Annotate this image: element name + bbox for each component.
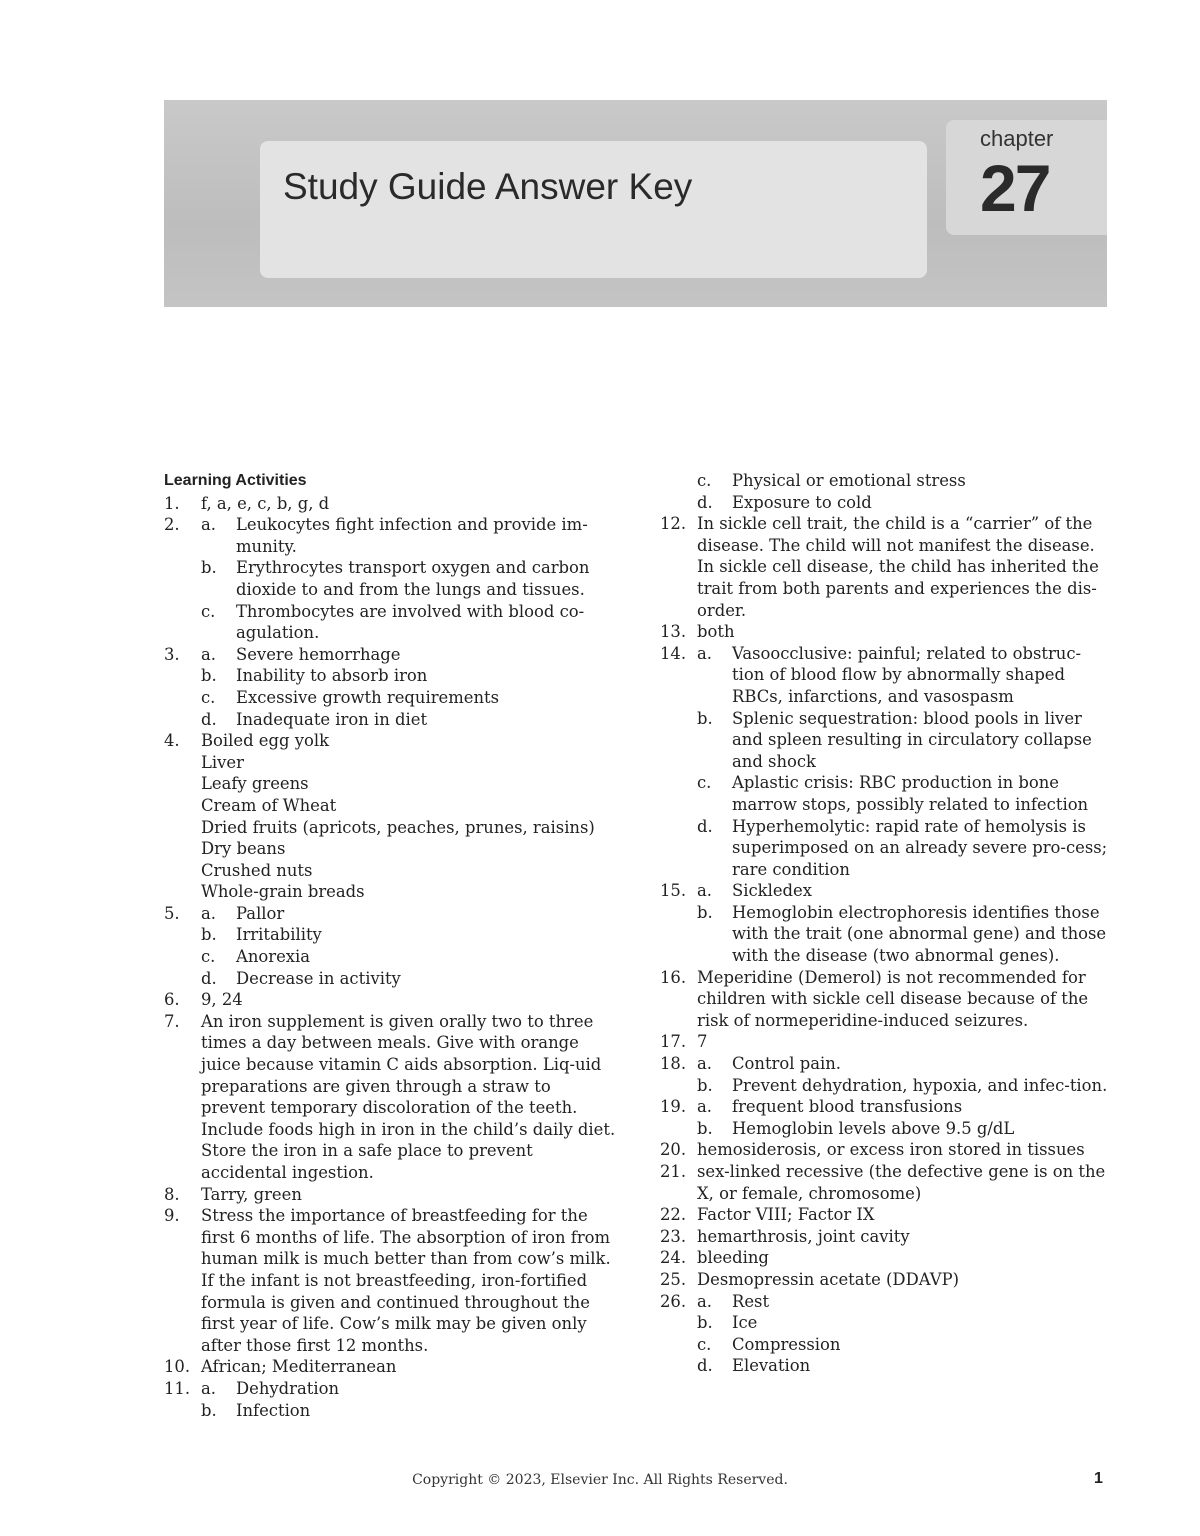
sub-text: Aplastic crisis: RBC production in bone marrow stops, possibly related to infection [732, 773, 1089, 814]
item-number: 22. [660, 1205, 687, 1225]
sub-text: Thrombocytes are involved with blood co-agulation. [236, 601, 585, 643]
answer-text: In sickle cell trait, the child is a “carrier” of the disease. The child will not manifest the disease. In sickle cell disease, the child has inherited the trait from both parents and experiences the dis-order. [697, 514, 1099, 620]
page-title: Study Guide Answer Key [283, 166, 693, 207]
sub-text: Anorexia [236, 947, 311, 967]
sub-letter: a. [201, 644, 216, 664]
item-number: 8. [164, 1184, 180, 1204]
sub-answer [697, 492, 1108, 514]
sub-answer [201, 968, 620, 990]
sub-answer [697, 880, 1108, 902]
sub-text: Inadequate iron in diet [236, 709, 428, 729]
answer-item [660, 1269, 1108, 1291]
item-number: 15. [660, 881, 687, 901]
sub-answer [697, 1053, 1108, 1075]
section-heading: Learning Activities [164, 472, 307, 489]
sub-text: Excessive growth requirements [236, 687, 500, 707]
sub-text: Sickledex [732, 881, 812, 901]
sub-answer [697, 902, 1108, 967]
sub-text: Infection [236, 1400, 311, 1420]
sub-answer [201, 557, 620, 600]
sub-text: Ice [732, 1313, 758, 1333]
answer-line: Crushed nuts [201, 860, 313, 880]
sub-answer [201, 924, 620, 946]
sub-letter: c. [201, 687, 216, 707]
answer-item [164, 1356, 620, 1378]
sub-letter: b. [201, 558, 217, 578]
sub-letter: b. [697, 1313, 713, 1333]
answer-line: Dry beans [201, 839, 286, 859]
item-number: 21. [660, 1162, 687, 1181]
left-column [164, 470, 620, 1421]
sub-text: Rest [732, 1291, 770, 1311]
sub-answer [697, 1334, 1108, 1356]
sub-letter: a. [201, 515, 216, 535]
title-box [260, 141, 927, 278]
answer-item [660, 643, 1108, 881]
sub-letter: a. [201, 903, 216, 923]
chapter-number: 27 [980, 151, 1050, 225]
item-number: 24. [660, 1248, 687, 1268]
sub-letter: b. [697, 708, 713, 728]
answer-text: f, a, e, c, b, g, d [201, 493, 330, 513]
sub-letter: d. [697, 492, 713, 512]
sub-answer [201, 709, 620, 731]
sub-text: Physical or emotional stress [732, 471, 966, 490]
item-number: 2. [164, 515, 180, 535]
sub-text: Decrease in activity [236, 968, 401, 988]
sub-text: Hemoglobin levels above 9.5 g/dL [732, 1118, 1015, 1138]
answer-item [660, 967, 1108, 1032]
sub-text: Elevation [732, 1356, 811, 1376]
answer-text: hemarthrosis, joint cavity [697, 1226, 910, 1246]
sub-answer [697, 1075, 1108, 1097]
answer-text: bleeding [697, 1248, 769, 1268]
answer-list-left [164, 493, 620, 1422]
answer-item [164, 903, 620, 989]
sub-letter: c. [697, 1334, 712, 1354]
answer-item [164, 644, 620, 730]
item-number: 6. [164, 990, 180, 1010]
sub-text: Inability to absorb iron [236, 666, 428, 686]
sub-letter: d. [697, 1356, 713, 1376]
sub-letter: d. [697, 816, 713, 836]
answer-item [164, 493, 620, 515]
item-number: 18. [660, 1054, 687, 1074]
answer-item [164, 1378, 620, 1421]
item-number: 16. [660, 967, 687, 987]
sub-letter: a. [697, 1097, 712, 1117]
answer-item [660, 1096, 1108, 1139]
item-number: 7. [164, 1011, 180, 1031]
answer-item [660, 1031, 1108, 1053]
answer-text: Desmopressin acetate (DDAVP) [697, 1269, 959, 1289]
item-number: 10. [164, 1357, 191, 1377]
sub-text: frequent blood transfusions [732, 1097, 963, 1117]
item-number: 9. [164, 1206, 180, 1226]
sub-letter: b. [201, 666, 217, 686]
sub-letter: a. [201, 1378, 216, 1398]
sub-text: Severe hemorrhage [236, 644, 401, 664]
answer-item [660, 621, 1108, 643]
answer-list-right [660, 470, 1108, 1377]
answer-line: Dried fruits (apricots, peaches, prunes, raisins) [201, 817, 595, 837]
right-column [660, 470, 1108, 1377]
sub-letter: b. [201, 925, 217, 945]
sub-letter: d. [201, 968, 217, 988]
answer-text: Tarry, green [201, 1184, 302, 1204]
answer-item [660, 513, 1108, 621]
sub-letter: a. [697, 1291, 712, 1311]
sub-letter: a. [697, 1054, 712, 1074]
sub-answer [697, 816, 1108, 881]
sub-letter: b. [697, 902, 713, 922]
answer-text: both [697, 622, 735, 642]
item-number: 25. [660, 1269, 687, 1289]
sub-letter: c. [201, 947, 216, 967]
sub-answer [697, 1118, 1108, 1140]
item-number: 4. [164, 731, 180, 751]
item-number: 5. [164, 903, 180, 923]
answer-text: 7 [697, 1032, 708, 1052]
sub-answer [697, 1291, 1108, 1313]
sub-text: Leukocytes fight infection and provide im-munity. [236, 515, 588, 556]
sub-text: Pallor [236, 903, 285, 923]
sub-text: Hyperhemolytic: rapid rate of hemolysis is superimposed on an already severe pro-cess; rare condition [732, 816, 1108, 879]
item-number: 13. [660, 622, 687, 642]
answer-item [660, 1053, 1108, 1096]
sub-answer [201, 665, 620, 687]
answer-line: Leafy greens [201, 774, 309, 794]
sub-answer [697, 708, 1108, 773]
item-number: 20. [660, 1140, 687, 1160]
sub-letter: b. [697, 1118, 713, 1138]
sub-text: Erythrocytes transport oxygen and carbon dioxide to and from the lungs and tissues. [236, 558, 590, 599]
sub-text: Prevent dehydration, hypoxia, and infec-tion. [732, 1075, 1108, 1095]
item-number: 23. [660, 1226, 687, 1246]
item-number: 14. [660, 643, 687, 663]
answer-item [660, 1204, 1108, 1226]
sub-answer [697, 1096, 1108, 1118]
answer-item [164, 989, 620, 1011]
sub-text: Dehydration [236, 1378, 340, 1398]
answer-item [164, 730, 620, 903]
sub-answer [697, 772, 1108, 815]
sub-answer [697, 1355, 1108, 1377]
answer-line: Whole-grain breads [201, 882, 365, 902]
sub-letter: b. [201, 1400, 217, 1420]
sub-text: Vasoocclusive: painful; related to obstruc-tion of blood flow by abnormally shaped RBCs, infarctions, and vasospasm [732, 643, 1082, 706]
item-number: 3. [164, 644, 180, 664]
answer-item [660, 1161, 1108, 1204]
answer-item [660, 1247, 1108, 1269]
answer-item [164, 514, 620, 644]
answer-item [164, 1184, 620, 1206]
answer-text: hemosiderosis, or excess iron stored in tissues [697, 1140, 1085, 1160]
sub-answer [201, 1400, 620, 1422]
sub-text: Compression [732, 1334, 841, 1354]
sub-answer [201, 903, 620, 925]
chapter-label: chapter [980, 126, 1054, 151]
item-number: 17. [660, 1032, 687, 1052]
answer-item [660, 1226, 1108, 1248]
item-number: 12. [660, 514, 687, 534]
sub-letter: a. [697, 643, 712, 663]
sub-answer [201, 514, 620, 557]
item-number: 19. [660, 1097, 687, 1117]
sub-answer [201, 644, 620, 666]
answer-item [660, 470, 1108, 513]
sub-answer [201, 1378, 620, 1400]
item-number: 26. [660, 1291, 687, 1311]
answer-text: African; Mediterranean [201, 1357, 397, 1377]
sub-answer [697, 470, 1108, 492]
answer-text: 9, 24 [201, 990, 243, 1010]
answer-text: An iron supplement is given orally two to three times a day between meals. Give with orange juice because vitamin C aids absorption. Liq-uid preparations are given through a straw to prevent temporary discoloration of the teeth. Include foods high in iron in the child’s daily diet. Store the iron in a safe place to prevent accidental ingestion. [201, 1011, 616, 1182]
sub-letter: c. [697, 471, 712, 490]
item-number: 11. [164, 1378, 191, 1398]
sub-answer [697, 1312, 1108, 1334]
item-number: 1. [164, 493, 180, 513]
sub-letter: c. [201, 601, 216, 621]
sub-letter: b. [697, 1075, 713, 1095]
sub-letter: a. [697, 881, 712, 901]
sub-text: Control pain. [732, 1054, 841, 1074]
answer-item [660, 1291, 1108, 1377]
answer-line: Cream of Wheat [201, 795, 337, 815]
answer-item [660, 1139, 1108, 1161]
answer-item [164, 1205, 620, 1356]
sub-answer [201, 946, 620, 968]
sub-letter: c. [697, 773, 712, 793]
sub-text: Splenic sequestration: blood pools in liver and spleen resulting in circulatory collapse and shock [732, 708, 1092, 771]
answer-text: Stress the importance of breastfeeding for the first 6 months of life. The absorption of iron from human milk is much better than from cow’s milk. If the infant is not breastfeeding, iron-fortified formula is given and continued throughout the first year of life. Cow’s milk may be given only after those first 12 months. [201, 1206, 611, 1355]
answer-text: sex-linked recessive (the defective gene is on the X, or female, chromosome) [697, 1162, 1106, 1203]
answer-line: Liver [201, 752, 244, 772]
sub-letter: d. [201, 709, 217, 729]
sub-answer [201, 687, 620, 709]
sub-text: Hemoglobin electrophoresis identifies those with the trait (one abnormal gene) and those with the disease (two abnormal genes). [732, 902, 1107, 966]
answer-item [660, 880, 1108, 966]
answer-item [164, 1011, 620, 1184]
sub-answer [201, 601, 620, 644]
sub-text: Exposure to cold [732, 492, 872, 512]
answer-text: Factor VIII; Factor IX [697, 1205, 875, 1225]
sub-text: Irritability [236, 925, 322, 945]
answer-text: Meperidine (Demerol) is not recommended for children with sickle cell disease because of the risk of normeperidine-induced seizures. [697, 967, 1089, 1030]
answer-line: Boiled egg yolk [201, 731, 329, 751]
page-number: 1 [1094, 1470, 1103, 1487]
copyright-footer: Copyright © 2023, Elsevier Inc. All Rights Reserved. [412, 1472, 788, 1488]
sub-answer [697, 643, 1108, 708]
